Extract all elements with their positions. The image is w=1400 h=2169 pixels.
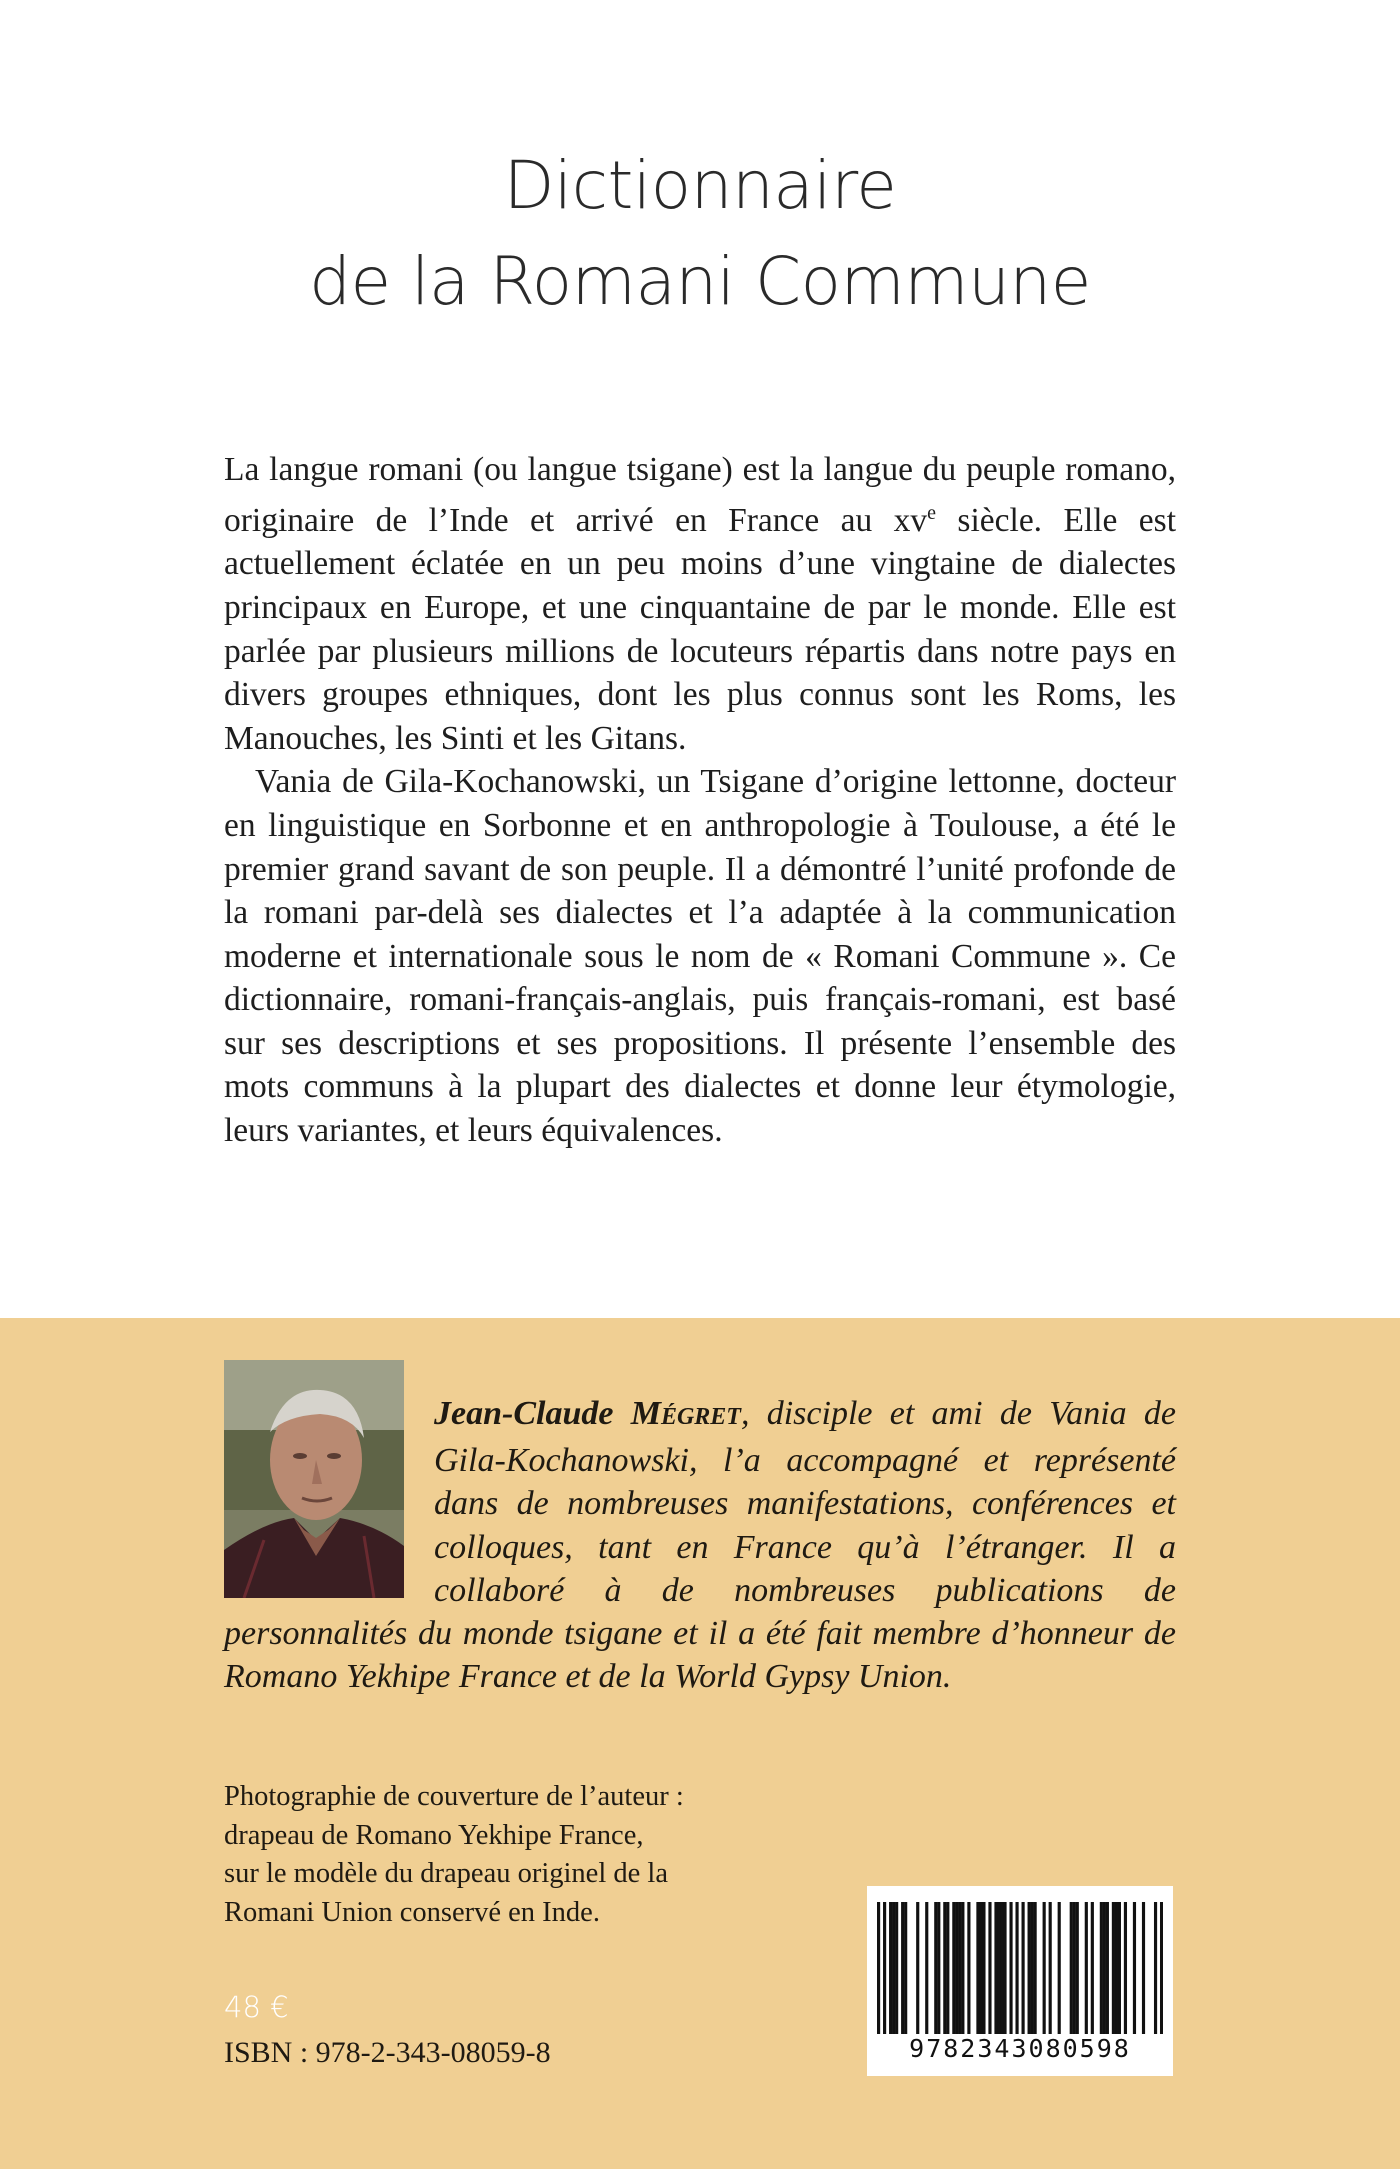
barcode-bar [883,1902,886,2034]
barcode-bar [1028,1902,1031,2034]
barcode-bars [877,1902,1163,2034]
book-title [0,138,1400,330]
barcode-bar [952,1902,955,2034]
barcode-bar [994,1902,997,2034]
description-p1-start: La langue romani (ou langue tsigane) est la langue du peuple romano, originaire de l’Inde et arrivé en France au xv [224,451,1176,539]
barcode-bar [1058,1902,1061,2034]
barcode-bar [1124,1902,1127,2034]
barcode-bar [889,1902,892,2034]
barcode [867,1886,1173,2076]
barcode-bar [1073,1902,1076,2034]
barcode-bar [916,1902,919,2034]
barcode-bar [1142,1902,1145,2034]
century-superscript: e [927,501,937,524]
barcode-bar [1076,1902,1079,2034]
barcode-bar [943,1902,946,2034]
barcode-bar [904,1902,907,2034]
barcode-bar [1000,1902,1003,2034]
book-description [224,448,1176,1153]
barcode-bar [961,1902,964,2034]
barcode-number: 9782343080598 [909,2034,1131,2063]
barcode-bar [946,1902,949,2034]
credit-line-3: sur le modèle du drapeau originel de la [224,1858,668,1889]
barcode-bar [892,1902,895,2034]
isbn: ISBN : 978-2-343-08059-8 [224,2036,551,2069]
author-last-initial: M [630,1395,661,1432]
barcode-bar [1118,1902,1121,2034]
barcode-bar [1106,1902,1109,2034]
barcode-bar [1015,1902,1018,2034]
credit-line-1: Photographie de couverture de l’auteur : [224,1781,684,1812]
barcode-bar [1100,1902,1103,2034]
barcode-bar [1091,1902,1094,2034]
barcode-bar [1049,1902,1052,2034]
cover-photo-credit [224,1778,824,1932]
barcode-bar [925,1902,928,2034]
price: 48 € [224,1990,289,2024]
barcode-bar [1112,1902,1115,2034]
barcode-bar [997,1902,1000,2034]
barcode-bar [1160,1902,1163,2034]
barcode-bar [979,1902,982,2034]
barcode-bar [1154,1902,1157,2034]
barcode-bar [1115,1902,1118,2034]
barcode-bar [967,1902,970,2034]
barcode-bar [1003,1902,1006,2034]
barcode-bar [955,1902,958,2034]
description-p1-end: siècle. Elle est actuellement éclatée en un peu moins d’une vingtaine de dialectes principaux en Europe, et une cinquantaine de par le monde. Elle est parlée par plusieurs millions de locuteurs répartis dans notre pays en divers groupes ethniques, dont les plus connus sont les Roms, les Manouches, les Sinti et les Gitans. [224,501,1177,757]
author-last-rest: ÉGRET [660,1404,741,1430]
author-biography [224,1392,1176,1698]
description-paragraph-2: Vania de Gila-Kochanowski, un Tsigane d’origine lettonne, docteur en linguistique en Sorbonne et en anthropologie à Toulouse, a été le premier grand savant de son peuple. Il a démontré l’unité profonde de la romani par-delà ses dialectes et l’a adaptée à la communication moderne et internationale sous le nom de « Romani Commune ». Ce dictionnaire, romani-français-anglais, puis français-romani, est basé sur ses descriptions et ses propositions. Il présente l’ensemble des mots communs à la plupart des dialectes et donne leur étymologie, leurs variantes, et leurs équivalences. [224,763,1176,1150]
barcode-bar [988,1902,991,2034]
book-title-line-1: Dictionnaire [503,147,897,224]
credit-line-4: Romani Union conservé en Inde. [224,1896,600,1928]
barcode-bar [1103,1902,1106,2034]
barcode-bar [1085,1902,1088,2034]
barcode-bar [877,1902,880,2034]
barcode-bar [1043,1902,1046,2034]
barcode-bar [895,1902,898,2034]
barcode-bar [1009,1902,1012,2034]
author-name [434,1395,741,1432]
description-paragraph-1 [224,448,1176,760]
credit-line-2: drapeau de Romano Yekhipe France, [224,1819,644,1851]
barcode-bar [934,1902,937,2034]
barcode-bar [1034,1902,1037,2034]
barcode-bar [1070,1902,1073,2034]
barcode-bar [976,1902,979,2034]
photo-spacer [224,1360,434,1576]
author-first-name: Jean-Claude [434,1395,631,1432]
barcode-bar [901,1902,904,2034]
barcode-bar [937,1902,940,2034]
barcode-bar [1031,1902,1034,2034]
barcode-bar [1133,1902,1136,2034]
book-title-line-2: de la Romani Commune [309,243,1091,320]
author-bio-text: , disciple et ami de Vania de Gila-Kochanowski, l’a accompagné et représenté dans de nombreuses manifestations, conférences et colloques, tant en France qu’à l’étranger. Il a collaboré à de nombreuses publications de personnalités du monde tsigane et il a été fait membre d’honneur de Romano Yekhipe France et de la World Gypsy Union. [224,1395,1176,1696]
barcode-bar [1022,1902,1025,2034]
barcode-bar [958,1902,961,2034]
barcode-bar [982,1902,985,2034]
